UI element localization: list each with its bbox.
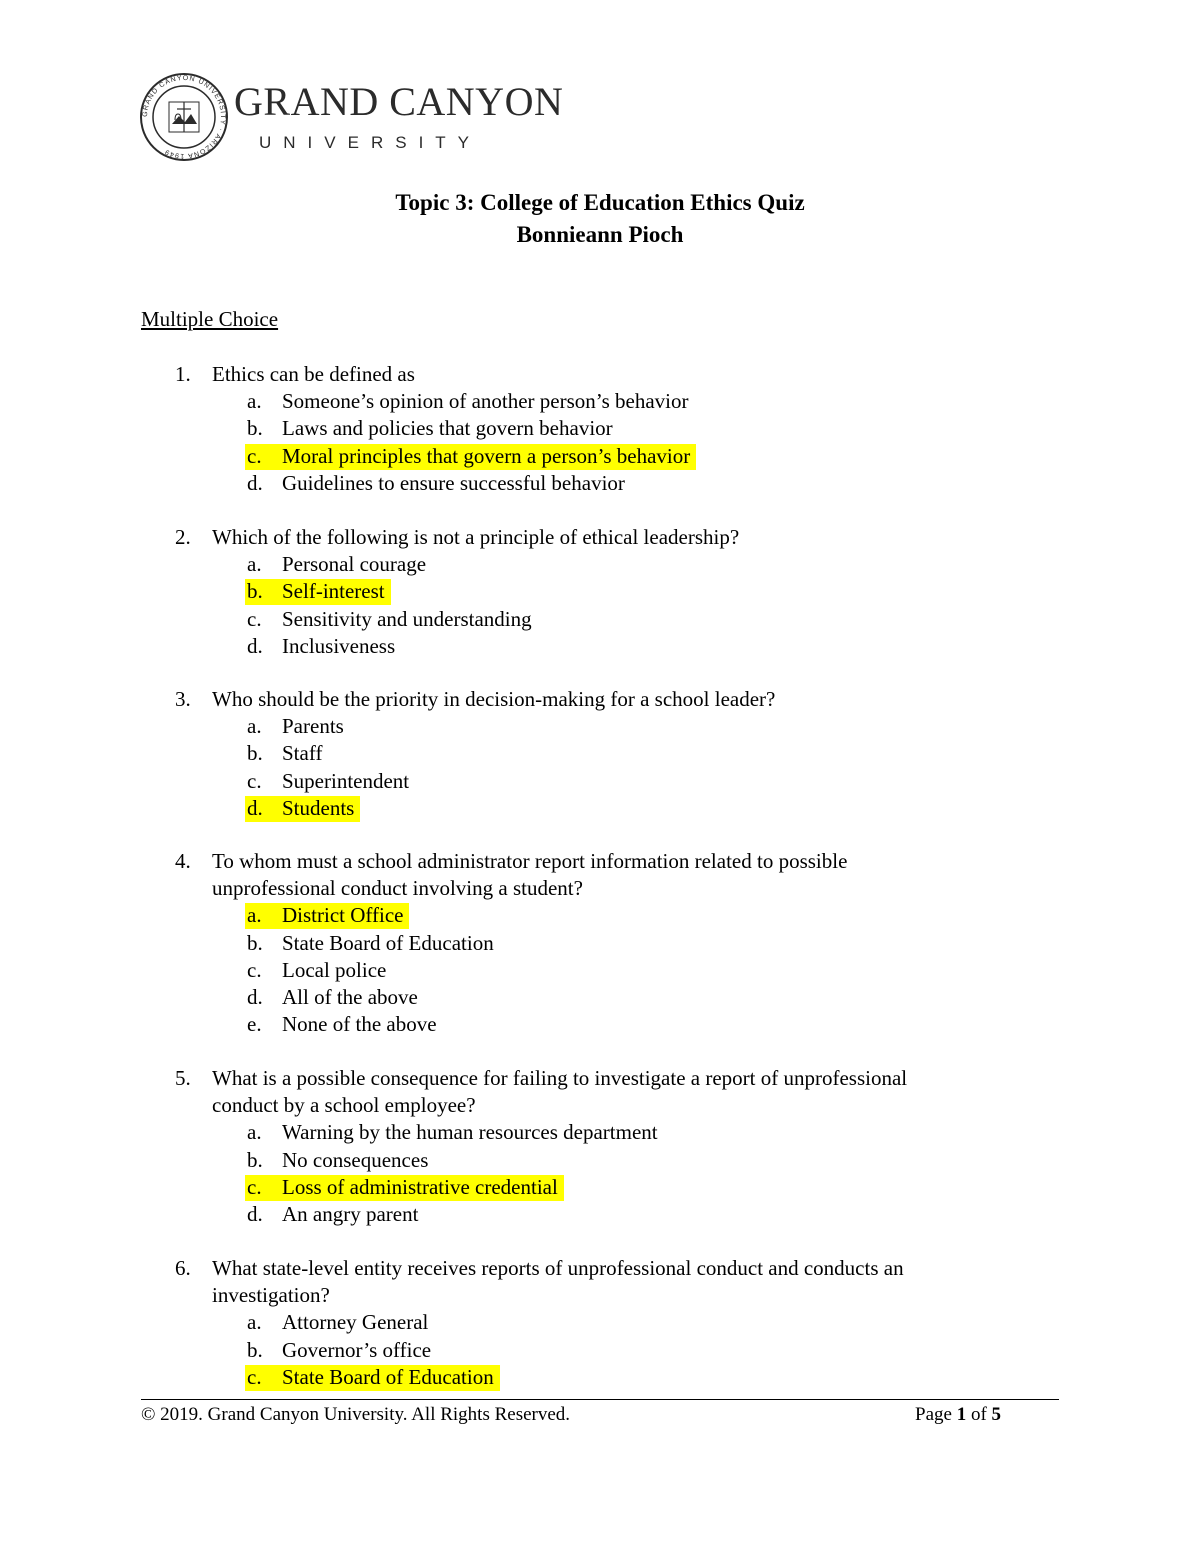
option-text: No consequences: [282, 1147, 429, 1172]
option-letter: d.: [247, 1202, 263, 1226]
option-text: Personal courage: [282, 552, 427, 577]
option-text: Staff: [282, 741, 323, 766]
option-letter: a.: [247, 1120, 262, 1145]
option-letter: c.: [247, 606, 262, 631]
option-letter: c.: [247, 957, 262, 982]
option-letter: b.: [247, 579, 263, 604]
option-text: Attorney General: [282, 1310, 429, 1335]
option-letter: d.: [247, 795, 263, 820]
option-letter: c.: [247, 1364, 262, 1389]
footer-page-number: [915, 1404, 1001, 1426]
option-text: Parents: [282, 714, 344, 739]
option-letter: a.: [247, 1310, 262, 1335]
page-total: 5: [991, 1404, 1002, 1425]
option-text: Warning by the human resources department: [282, 1120, 658, 1145]
page-current: 1: [956, 1404, 967, 1425]
option-letter: b.: [247, 741, 263, 766]
option-text: None of the above: [282, 1012, 437, 1037]
option-letter: c.: [247, 768, 262, 793]
question-text: Ethics can be defined as: [212, 362, 415, 386]
page-of: of: [970, 1404, 987, 1425]
option-letter: e.: [247, 1012, 262, 1037]
option-text: Inclusiveness: [282, 633, 396, 658]
question-number: 1.: [175, 362, 191, 386]
quiz-title: Topic 3: College of Education Ethics Quiz: [395, 190, 805, 215]
selected-answer-text: State Board of Education: [282, 1364, 494, 1389]
option-letter: b.: [247, 930, 263, 955]
section-heading: Multiple Choice: [141, 307, 279, 331]
option-letter: a.: [247, 903, 262, 928]
option-letter: d.: [247, 633, 263, 658]
logo-wordmark-bottom: UNIVERSITY: [259, 133, 482, 152]
option-letter: d.: [247, 985, 263, 1009]
question-text: Who should be the priority in decision-making for a school leader?: [212, 687, 776, 711]
student-name: Bonnieann Pioch: [516, 222, 684, 247]
seal-text: GRAND CANYON UNIVERSITY · ARIZONA 1949: [141, 74, 227, 160]
university-seal-icon: [139, 72, 229, 162]
question-number: 3.: [175, 687, 191, 711]
option-letter: b.: [247, 1147, 263, 1172]
option-text: Sensitivity and understanding: [282, 606, 532, 631]
question-text: unprofessional conduct involving a student?: [212, 876, 583, 901]
footer-copyright: © 2019. Grand Canyon University. All Rights Reserved.: [141, 1404, 571, 1425]
footer-divider: [141, 1399, 1059, 1400]
selected-answer-text: Self-interest: [282, 579, 385, 604]
option-letter: b.: [247, 1337, 263, 1362]
option-letter: b.: [247, 416, 263, 441]
option-text: Superintendent: [282, 768, 410, 793]
question-number: 2.: [175, 525, 191, 549]
option-text: State Board of Education: [282, 930, 494, 955]
selected-answer-text: District Office: [282, 903, 404, 928]
option-text: Governor’s office: [282, 1337, 432, 1362]
option-text: Someone’s opinion of another person’s behavior: [282, 389, 689, 414]
option-letter: c.: [247, 443, 262, 468]
logo-wordmark-top: GRAND CANYON: [234, 79, 564, 124]
selected-answer-text: Moral principles that govern a person’s behavior: [282, 443, 691, 468]
question-text: Which of the following is not a principle of ethical leadership?: [212, 525, 740, 549]
question-text: What state-level entity receives reports of unprofessional conduct and conducts an: [212, 1256, 904, 1280]
option-letter: c.: [247, 1174, 262, 1199]
question-number: 6.: [175, 1256, 191, 1280]
option-text: All of the above: [282, 985, 418, 1009]
option-letter: a.: [247, 389, 262, 414]
question-text: conduct by a school employee?: [212, 1093, 476, 1118]
option-letter: d.: [247, 470, 263, 495]
option-letter: a.: [247, 552, 262, 577]
option-text: Laws and policies that govern behavior: [282, 416, 613, 441]
question-number: 5.: [175, 1066, 191, 1090]
option-text: Local police: [282, 957, 387, 982]
option-text: An angry parent: [282, 1202, 419, 1226]
option-letter: a.: [247, 714, 262, 739]
selected-answer-text: Loss of administrative credential: [282, 1174, 558, 1199]
page-label: Page: [915, 1404, 952, 1425]
question-text: What is a possible consequence for failing to investigate a report of unprofessional: [212, 1066, 908, 1090]
option-text: Guidelines to ensure successful behavior: [282, 470, 625, 495]
selected-answer-text: Students: [282, 795, 355, 820]
question-number: 4.: [175, 849, 191, 873]
question-text: To whom must a school administrator report information related to possible: [212, 849, 848, 873]
question-text: investigation?: [212, 1283, 330, 1308]
university-logo: [139, 72, 564, 162]
